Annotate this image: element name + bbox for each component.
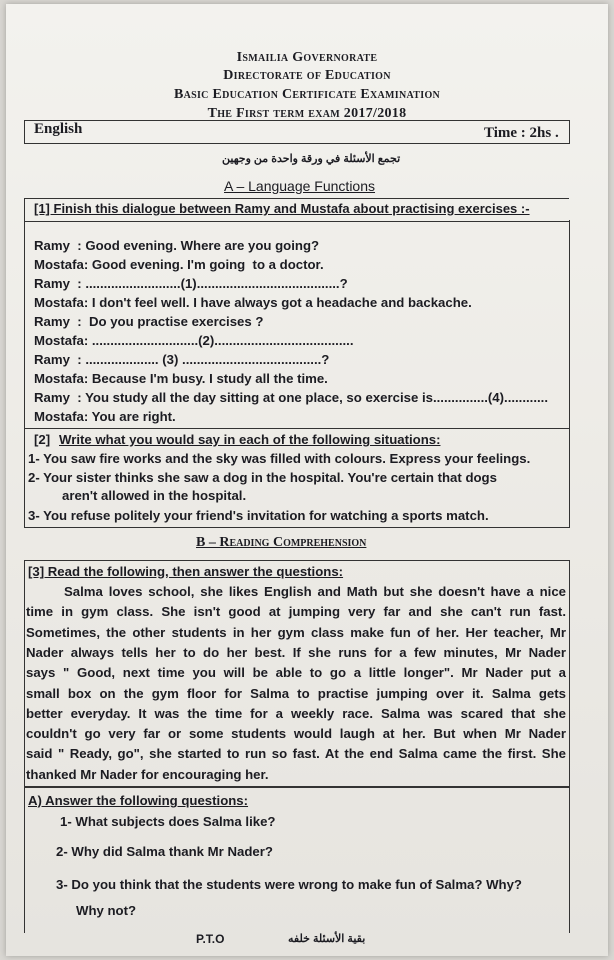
dialogue-line <box>34 333 354 348</box>
speaker-separator: : <box>83 333 89 348</box>
section-a-title: A – Language Functions <box>224 178 376 194</box>
passage-line: says " Good, next time you will be able to go a little longer". Mr Nader put a <box>26 665 566 681</box>
dialogue-text: You study all the day sitting at one place, so exercise is...............(4)............ <box>81 390 548 405</box>
dialogue-line <box>34 409 176 424</box>
dialogue-text: .................... (3) ......................................? <box>81 352 330 367</box>
passage-line: said " Ready, go", she started to run so fast. At the end Salma came the first. She <box>26 746 566 762</box>
dialogue-line <box>34 257 324 272</box>
header-directorate: Directorate of Education <box>223 68 391 83</box>
pto-label: P.T.O <box>196 932 225 946</box>
question-3: 3- Do you think that the students were wrong to make fun of Salma? Why? <box>56 877 522 892</box>
passage-line: couldn't go very far or some students would laugh at her. But when Mr Nader <box>26 726 566 742</box>
header-governorate: Ismailia Governorate <box>236 50 378 65</box>
q1-title: [1] Finish this dialogue between Ramy and Mustafa about practising exercises :- <box>34 201 530 216</box>
speaker-name: Mostafa <box>34 371 84 386</box>
footer-arabic: بقية الأسئلة خلفه <box>288 933 366 945</box>
q2-number: [2] <box>34 432 51 447</box>
situation-2: 2- Your sister thinks she saw a dog in the hospital. You're certain that dogs <box>28 470 497 485</box>
speaker-separator: : <box>69 352 82 367</box>
dialogue-text: You are right. <box>88 409 176 424</box>
dialogue-line <box>34 295 472 310</box>
speaker-separator: : <box>83 257 89 272</box>
dialogue-text: Good evening. Where are you going? <box>81 238 320 253</box>
question-1: 1- What subjects does Salma like? <box>60 814 276 829</box>
dialogue-line <box>34 276 348 291</box>
passage-line: thanked Mr Nader for encouraging her. <box>26 766 269 782</box>
passage-line: Salma loves school, she likes English and Math but she doesn't have a nice <box>64 584 566 599</box>
arabic-instruction: تجمع الأسئلة في ورقة واحدة من وجهين <box>222 153 401 165</box>
speaker-name: Ramy <box>34 314 70 329</box>
question-2: 2- Why did Salma thank Mr Nader? <box>56 844 273 859</box>
speaker-separator: : <box>83 371 89 386</box>
situation-2-cont: aren't allowed in the hospital. <box>62 488 247 503</box>
dialogue-text: Do you practise exercises ? <box>81 314 264 329</box>
speaker-name: Mostafa <box>34 333 84 348</box>
dialogue-line <box>34 371 328 386</box>
speaker-separator: : <box>69 390 82 405</box>
q2-title: Write what you would say in each of the following situations: <box>59 432 441 447</box>
section-b-title: B – Reading Comprehension <box>196 535 367 550</box>
speaker-separator: : <box>69 314 82 329</box>
subject-label: English <box>34 121 83 137</box>
passage-line: small box on the gym floor for Salma to practise jumping over it. Salma gets <box>26 685 566 701</box>
question-3-cont: Why not? <box>76 903 137 918</box>
situation-1: 1- You saw fire works and the sky was filled with colours. Express your feelings. <box>28 451 531 466</box>
time-label: Time : 2hs . <box>484 125 559 141</box>
dialogue-line <box>34 314 263 329</box>
dialogue-text: I don't feel well. I have always got a headache and backache. <box>88 295 472 310</box>
dialogue-text: Good evening. I'm going to a doctor. <box>88 257 324 272</box>
dialogue-line <box>34 352 329 367</box>
speaker-separator: : <box>69 276 82 291</box>
speaker-name: Ramy <box>34 352 70 367</box>
dialogue-text: ..........................(1).......................................? <box>81 276 348 291</box>
header-exam-type: Basic Education Certificate Examination <box>173 87 441 102</box>
passage-line: Nader always tells her to do her best. If she runs for a few minutes, Mr Nader <box>26 644 566 660</box>
dialogue-text: .............................(2)...................................... <box>88 333 354 348</box>
header-term: The First term exam 2017/2018 <box>207 106 407 121</box>
passage-line: time in gym class. She isn't good at jumping very far and she can't run fast. <box>26 604 566 620</box>
dialogue-line <box>34 390 548 405</box>
speaker-separator: : <box>83 409 89 424</box>
speaker-name: Ramy <box>34 390 70 405</box>
q3-title: [3] Read the following, then answer the questions: <box>28 564 344 579</box>
speaker-name: Ramy <box>34 238 70 253</box>
speaker-separator: : <box>69 238 82 253</box>
speaker-separator: : <box>83 295 89 310</box>
dialogue-text: Because I'm busy. I study all the time. <box>88 371 328 386</box>
speaker-name: Mostafa <box>34 295 84 310</box>
answer-title: A) Answer the following questions: <box>28 793 249 808</box>
situation-3: 3- You refuse politely your friend's invitation for watching a sports match. <box>28 508 489 523</box>
speaker-name: Ramy <box>34 276 70 291</box>
speaker-name: Mostafa <box>34 257 84 272</box>
dialogue-line <box>34 238 319 253</box>
passage-line: better everyday. It was the time for a weekly race. Salma was scared that she <box>26 705 566 721</box>
speaker-name: Mostafa <box>34 409 84 424</box>
passage-line: Sometimes, the other students in her gym class make fun of her. Her teacher, Mr <box>26 624 566 640</box>
